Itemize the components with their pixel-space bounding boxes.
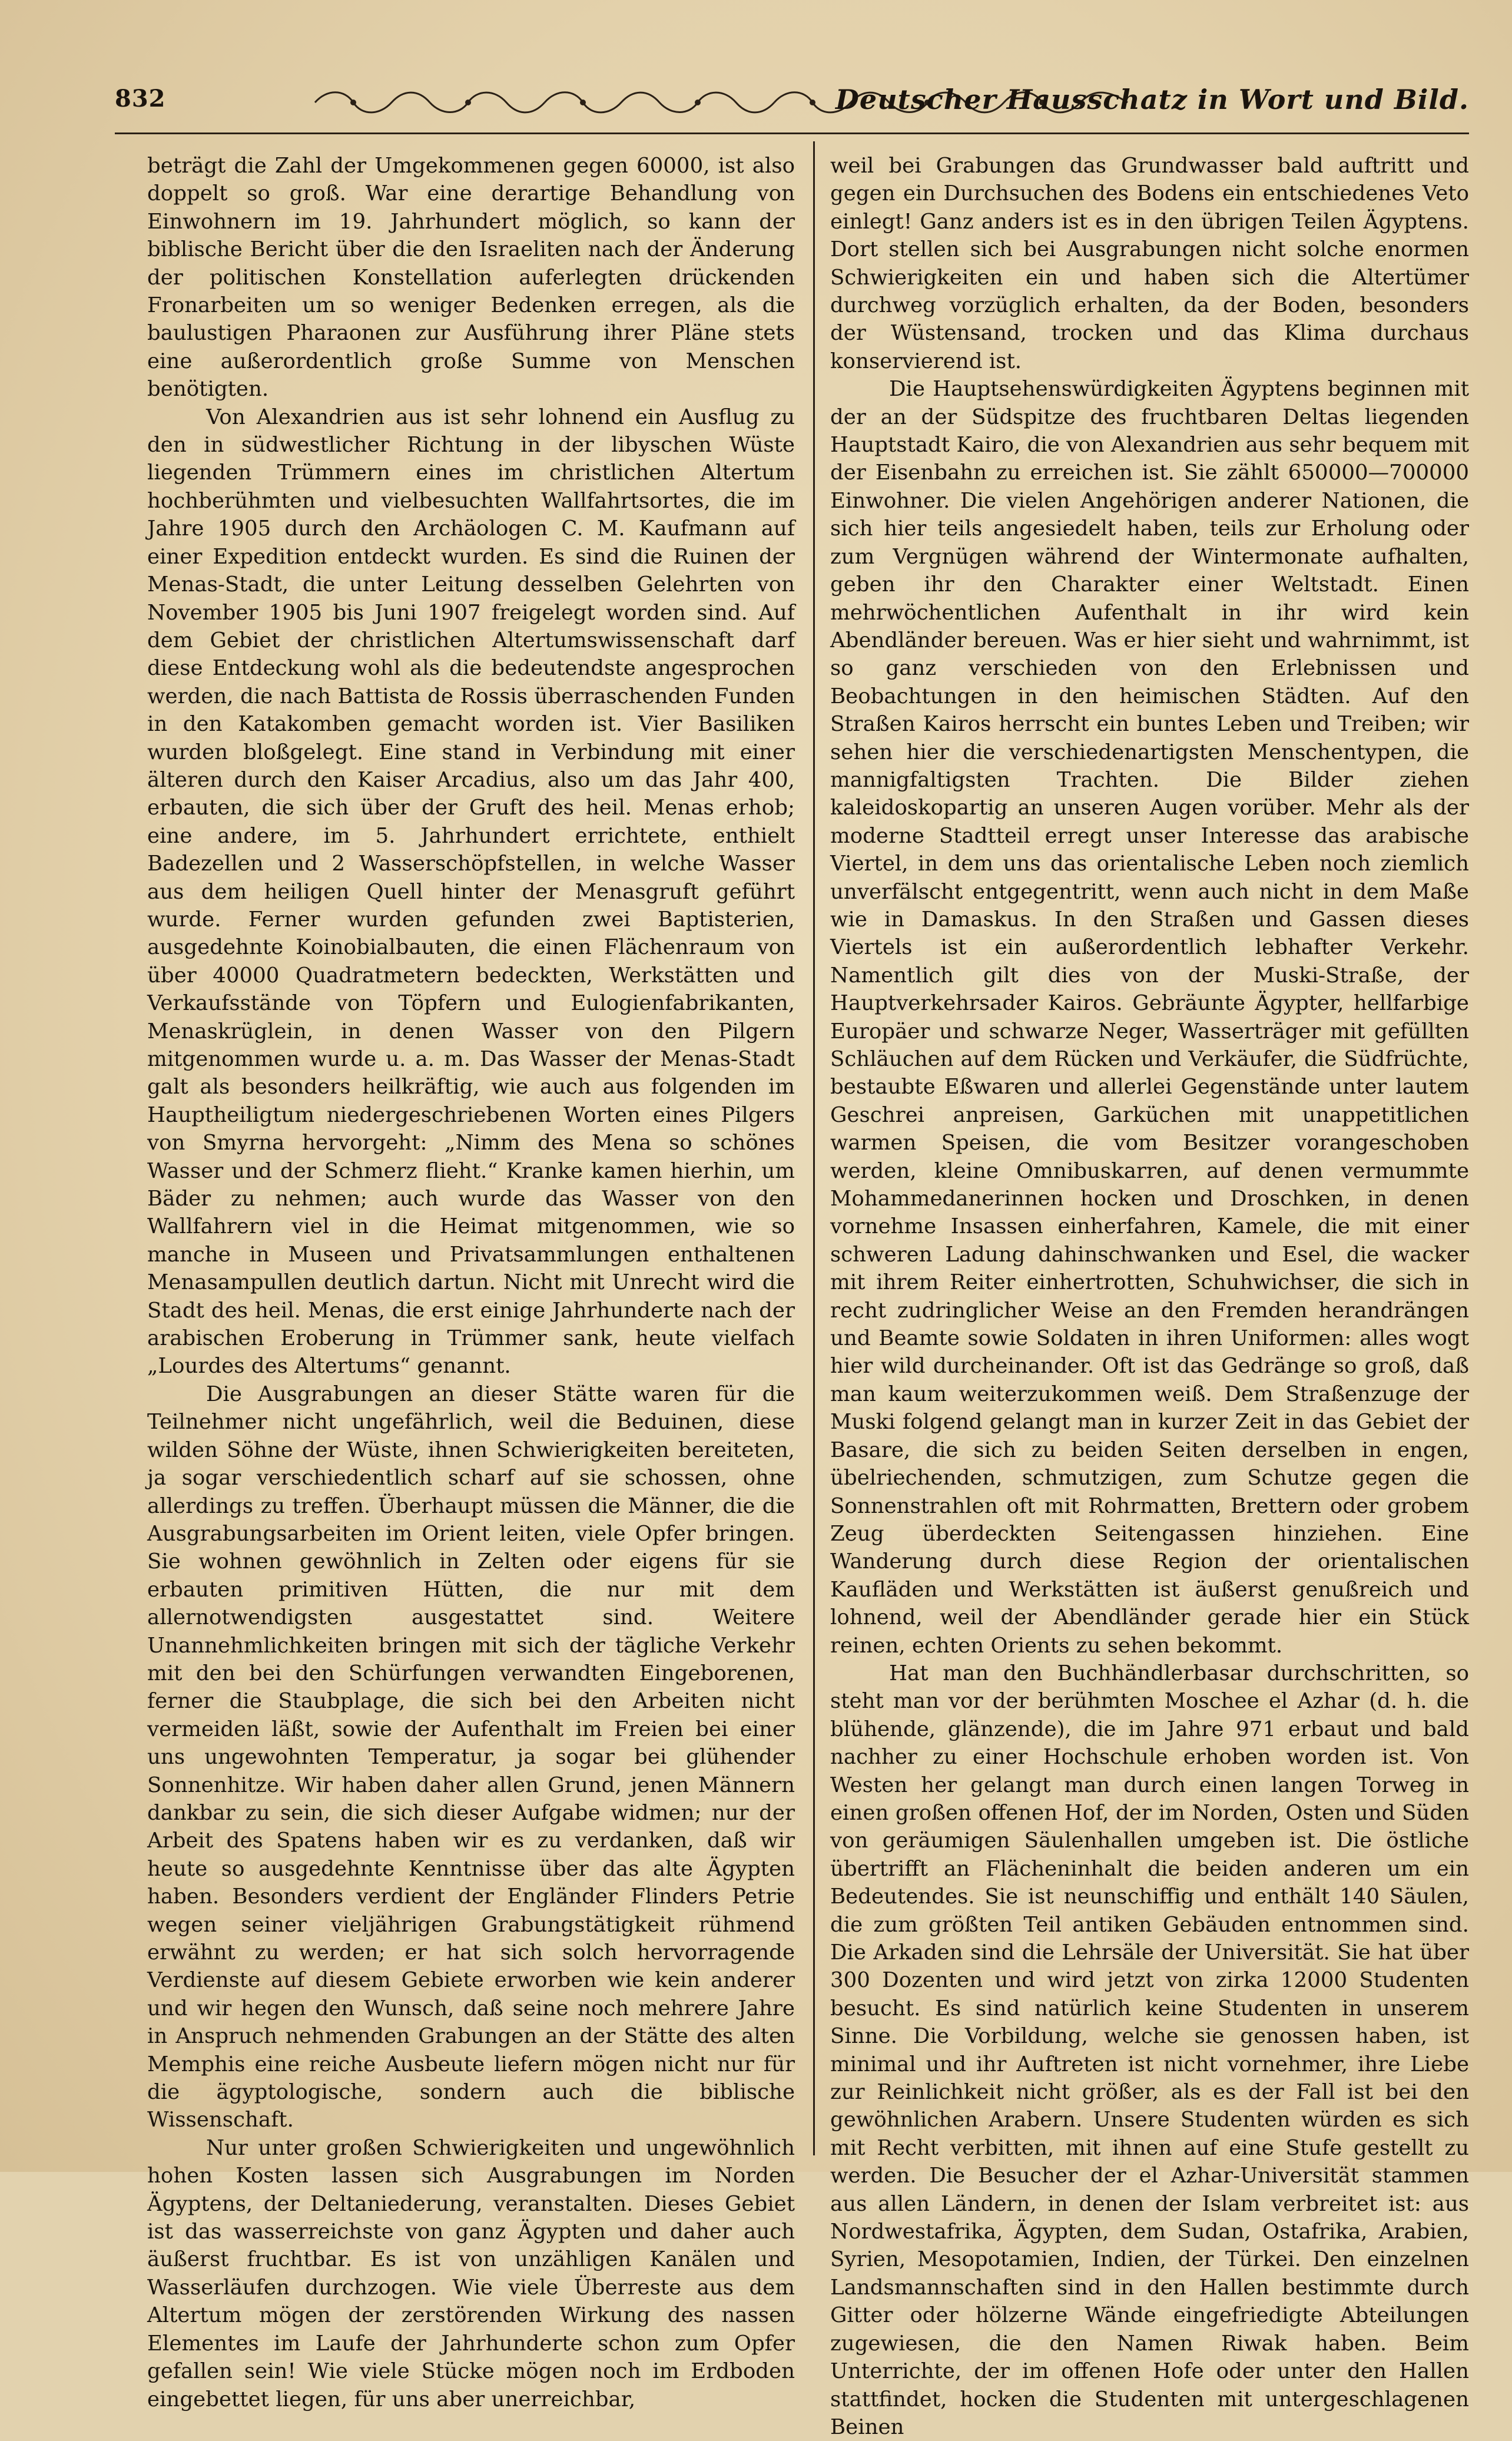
running-title: Deutscher Hausschatz in Wort und Bild.	[835, 84, 1469, 115]
paragraph: Die Hauptsehenswürdigkeiten Ägyptens beginnen mit der an der Südspitze des fruchtbaren Deltas liegenden Hauptstadt Kairo, die von Alexandrien aus sehr bequem mit der Eisenbahn zu erreichen ist. Sie zählt 650000—700000 Einwohner. Die vielen Angehörigen anderer Nationen, die sich hier teils angesiedelt haben, teils zur Erholung oder zum Vergnügen während der Wintermonate aufhalten, geben ihr den Charakter einer Weltstadt. Einen mehrwöchentlichen Aufenthalt in ihr wird kein Abendländer bereuen. Was er hier sieht und wahrnimmt, ist so ganz verschieden von den Erlebnissen und Beobachtungen in den heimischen Städten. Auf den Straßen Kairos herrscht ein buntes Leben und Treiben; wir sehen hier die verschiedenartigsten Menschentypen, die mannigfaltigsten Trachten. Die Bilder ziehen kaleidoskopartig an unseren Augen vorüber. Mehr als der moderne Stadtteil erregt unser Interesse das arabische Viertel, in dem uns das orientalische Leben noch ziemlich unverfälscht entgegentritt, wenn auch nicht in dem Maße wie in Damaskus. In den Straßen und Gassen dieses Viertels ist ein außerordentlich lebhafter Verkehr. Namentlich gilt dies von der Muski-Straße, der Hauptverkehrsader Kairos. Gebräunte Ägypter, hellfarbige Europäer und schwarze Neger, Wasserträger mit gefüllten Schläuchen auf dem Rücken und Verkäufer, die Südfrüchte, bestaubte Eßwaren und allerlei Gegenstände unter lautem Geschrei anpreisen, Garküchen mit unappetitlichen warmen Speisen, die vom Besitzer vorangeschoben werden, kleine Omnibuskarren, auf denen vermummte Mohammedanerinnen hocken und Droschken, in denen vornehme Insassen einherfahren, Kamele, die mit einer schweren Ladung dahinschwanken und Esel, die wacker mit ihrem Reiter einhertrotten, Schuhwichser, die sich in recht zudringlicher Weise an den Fremden herandrängen und Beamte sowie Soldaten in ihren Uniformen: alles wogt hier wild durcheinander. Oft ist das Gedränge so groß, daß man kaum weiterzukommen weiß. Dem Straßenzuge der Muski folgend gelangt man in kurzer Zeit in das Gebiet der Basare, die sich zu beiden Seiten derselben in engen, übelriechenden, schmutzigen, zum Schutze gegen die Sonnenstrahlen oft mit Rohrmatten, Brettern oder grobem Zeug überdeckten Seitengassen hinziehen. Eine Wanderung durch diese Region der orientalischen Kaufläden und Werkstätten ist äußerst genußreich und lohnend, weil der Abendländer gerade hier ein Stück reinen, echten Orients zu sehen bekommt.	[830, 377, 1469, 1658]
header-rule	[115, 133, 1469, 134]
page-number: 832	[115, 85, 166, 112]
paragraph: beträgt die Zahl der Umgekommenen gegen 60000, ist also doppelt so groß. War eine derartige Behandlung von Einwohnern im 19. Jahrhundert möglich, so kann der biblische Bericht über die den Israeliten nach der Änderung der politischen Konstellation auferlegten drückenden Fronarbeiten um so weniger Bedenken erregen, als die baulustigen Pharaonen zur Ausführung ihrer Pläne stets eine außerordentlich große Summe von Menschen benötigten.	[147, 154, 795, 402]
paragraph: Nur unter großen Schwierigkeiten und ungewöhnlich hohen Kosten lassen sich Ausgrabungen im Norden Ägyptens, der Deltaniederung, veranstalten. Dieses Gebiet ist das wasserreichste von ganz Ägypten und daher auch äußerst fruchtbar. Es ist von unzähligen Kanälen und Wasserläufen durchzogen. Wie viele Überreste aus dem Altertum mögen der zerstörenden Wirkung des nassen Elementes im Laufe der Jahrhunderte schon zum Opfer gefallen sein! Wie viele Stücke mögen noch im Erdboden eingebettet liegen, für uns aber unerreichbar,	[147, 2135, 795, 2412]
column-divider	[813, 141, 815, 2155]
paragraph: Von Alexandrien aus ist sehr lohnend ein Ausflug zu den in südwestlicher Richtung in der libyschen Wüste liegenden Trümmern eines im christlichen Altertum hochberühmten und vielbesuchten Wallfahrtsortes, die im Jahre 1905 durch den Archäologen C. M. Kaufmann auf einer Expedition entdeckt wurden. Es sind die Ruinen der Menas-Stadt, die unter Leitung desselben Gelehrten von November 1905 bis Juni 1907 freigelegt worden sind. Auf dem Gebiet der christlichen Altertumswissenschaft darf diese Entdeckung wohl als die bedeutendste angesprochen werden, die nach Battista de Rossis überraschenden Funden in den Katakomben gemacht worden ist. Vier Basiliken wurden bloßgelegt. Eine stand in Verbindung mit einer älteren durch den Kaiser Arcadius, also um das Jahr 400, erbauten, die sich über der Gruft des heil. Menas erhob; eine andere, im 5. Jahrhundert errichtete, enthielt Badezellen und 2 Wasserschöpfstellen, in welche Wasser aus dem heiligen Quell hinter der Menasgruft geführt wurde. Ferner wurden gefunden zwei Baptisterien, ausgedehnte Koinobialbauten, die einen Flächenraum von über 40000 Quadratmetern bedeckten, Werkstätten und Verkaufsstände von Töpfern und Eulogienfabrikanten, Menaskrüglein, in denen Wasser von den Pilgern mitgenommen wurde u. a. m. Das Wasser der Menas-Stadt galt als besonders heilkräftig, wie auch aus folgenden im Hauptheiligtum niedergeschriebenen Worten eines Pilgers von Smyrna hervorgeht: „Nimm des Mena so schönes Wasser und der Schmerz flieht.“ Kranke kamen hierhin, um Bäder zu nehmen; auch wurde das Wasser von den Wallfahrern viel in die Heimat mitgenommen, wie so manche in Museen und Privatsammlungen enthaltenen Menasampullen deutlich dartun. Nicht mit Unrecht wird die Stadt des heil. Menas, die erst einige Jahrhunderte nach der arabischen Eroberung in Trümmer sank, heute vielfach „Lourdes des Altertums“ genannt.	[147, 405, 795, 1379]
paragraph: Die Ausgrabungen an dieser Stätte waren für die Teilnehmer nicht ungefährlich, weil die Beduinen, diese wilden Söhne der Wüste, ihnen Schwierigkeiten bereiteten, ja sogar verschiedentlich scharf auf sie schossen, ohne allerdings zu treffen. Überhaupt müssen die Männer, die die Ausgrabungsarbeiten im Orient leiten, viele Opfer bringen. Sie wohnen gewöhnlich in Zelten oder eigens für sie erbauten primitiven Hütten, die nur mit dem allernotwendigsten ausgestattet sind. Weitere Unannehmlichkeiten bringen mit sich der tägliche Verkehr mit den bei den Schürfungen verwandten Eingeborenen, ferner die Staubplage, die sich bei den Arbeiten nicht vermeiden läßt, sowie der Aufenthalt im Freien bei einer uns ungewohnten Temperatur, ja sogar bei glühender Sonnenhitze. Wir haben daher allen Grund, jenen Männern dankbar zu sein, die sich dieser Aufgabe widmen; nur der Arbeit des Spatens haben wir es zu verdanken, daß wir heute so ausgedehnte Kenntnisse über das alte Ägypten haben. Besonders verdient der Engländer Flinders Petrie wegen seiner vieljährigen Grabungstätigkeit rühmend erwähnt zu werden; er hat sich solch hervorragende Verdienste auf diesem Gebiete erworben wie kein anderer und wir hegen den Wunsch, daß seine noch mehrere Jahre in Anspruch nehmenden Grabungen an der Stätte des alten Memphis eine reiche Ausbeute liefern mögen nicht nur für die ägyptologische, sondern auch die biblische Wissenschaft.	[147, 1382, 795, 2132]
paragraph: weil bei Grabungen das Grundwasser bald auftritt und gegen ein Durchsuchen des Bodens ein entschiedenes Veto einlegt! Ganz anders ist es in den übrigen Teilen Ägyptens. Dort stellen sich bei Ausgrabungen nicht solche enormen Schwierigkeiten ein und haben sich die Altertümer durchweg vorzüglich erhalten, da der Boden, besonders der Wüstensand, trocken und das Klima durchaus konservierend ist.	[830, 154, 1469, 373]
paragraph: Hat man den Buchhändlerbasar durchschritten, so steht man vor der berühmten Moschee el Azhar (d. h. die blühende, glänzende), die im Jahre 971 erbaut und bald nachher zu einer Hochschule erhoben worden ist. Von Westen her gelangt man durch einen langen Torweg in einen großen offenen Hof, der im Norden, Osten und Süden von geräumigen Säulenhallen umgeben ist. Die östliche übertrifft an Flächeninhalt die beiden anderen um ein Bedeutendes. Sie ist neunschiffig und enthält 140 Säulen, die zum größten Teil antiken Gebäuden entnommen sind. Die Arkaden sind die Lehrsäle der Universität. Sie hat über 300 Dozenten und wird jetzt von zirka 12000 Studenten besucht. Es sind natürlich keine Studenten in unserem Sinne. Die Vorbildung, welche sie genossen haben, ist minimal und ihr Auftreten ist nicht vornehmer, ihre Liebe zur Reinlichkeit nicht größer, als es der Fall ist bei den gewöhnlichen Arabern. Unsere Studenten würden es sich mit Recht verbitten, mit ihnen auf eine Stufe gestellt zu werden. Die Besucher der el Azhar-Universität stammen aus allen Ländern, in denen der Islam verbreitet ist: aus Nordwestafrika, Ägypten, dem Sudan, Ostafrika, Arabien, Syrien, Mesopotamien, Indien, der Türkei. Den einzelnen Landsmannschaften sind in den Hallen bestimmte durch Gitter oder hölzerne Wände eingefriedigte Abteilungen zugewiesen, die den Namen Riwak haben. Beim Unterrichte, der im offenen Hofe oder unter den Hallen stattfindet, hocken die Studenten mit untergeschlagenen Beinen	[830, 1661, 1469, 2439]
page-header	[115, 82, 1469, 124]
right-column	[830, 152, 1469, 2439]
left-column	[147, 152, 795, 2412]
